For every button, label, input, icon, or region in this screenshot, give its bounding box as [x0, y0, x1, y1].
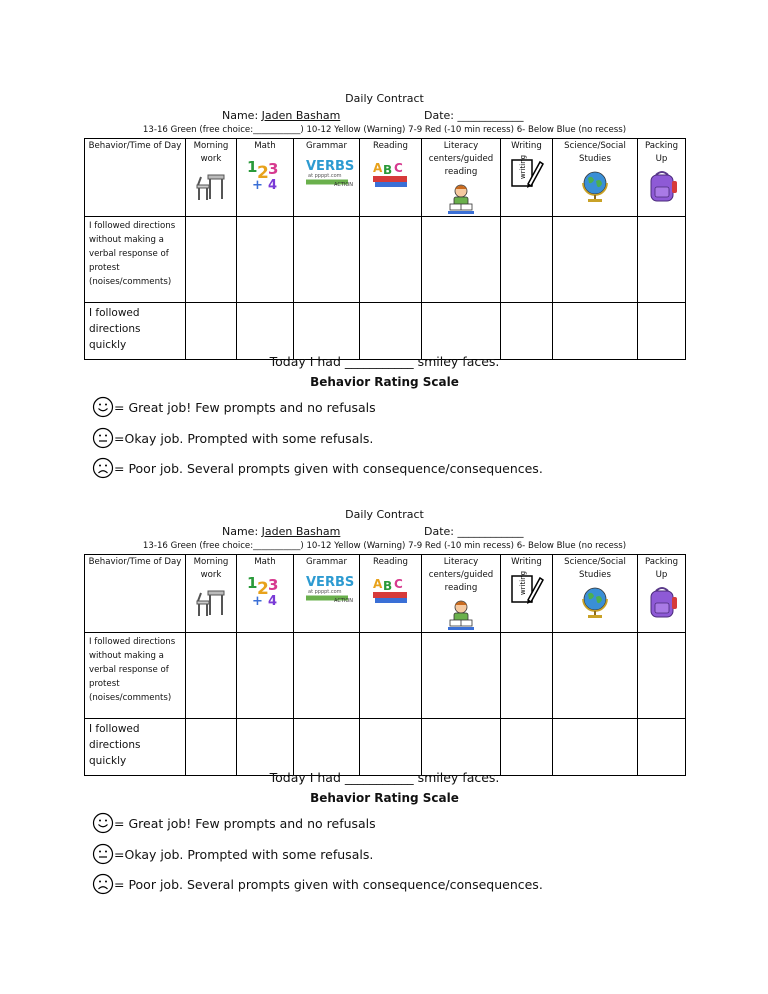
date-line [424, 525, 524, 538]
column-header-label: Morning work [193, 557, 229, 580]
rating-cell[interactable] [294, 719, 360, 776]
verbs-icon [304, 572, 354, 604]
rating-cell[interactable] [360, 633, 422, 719]
column-header [237, 555, 294, 633]
row-label: I followed directions quickly [85, 719, 186, 776]
rating-text: =Okay job. Prompted with some refusals. [114, 430, 374, 446]
student-name[interactable]: Jaden Basham [261, 525, 341, 538]
column-header-label: Behavior/Time of Day [88, 557, 182, 567]
column-header [501, 139, 553, 217]
svg-text:1: 1 [247, 574, 258, 592]
rating-great [92, 396, 376, 418]
svg-text:+: + [252, 594, 263, 609]
rating-cell[interactable] [237, 217, 294, 303]
name-line [222, 109, 340, 122]
school-desk-icon [194, 169, 228, 203]
table-row [85, 719, 686, 776]
rating-text: = Great job! Few prompts and no refusals [114, 399, 376, 415]
svg-text:B: B [382, 163, 392, 177]
column-header-label: Reading [373, 557, 408, 567]
header-row [85, 139, 686, 217]
column-header [294, 555, 360, 633]
behavior-table [84, 138, 686, 360]
rating-cell[interactable] [501, 303, 553, 360]
rating-cell[interactable] [553, 303, 638, 360]
color-scale-line: 13-16 Green (free choice:___________) 10-12 Yellow (Warning) 7-9 Red (-10 min recess) 6- Below Blue (no recess) [142, 541, 627, 551]
rating-cell[interactable] [638, 633, 686, 719]
rating-scale-title: Behavior Rating Scale [310, 791, 459, 805]
svg-text:writing: writing [518, 154, 527, 179]
header-row [85, 555, 686, 633]
column-header-label: Grammar [305, 557, 347, 567]
backpack-icon [646, 169, 678, 203]
svg-text:A: A [372, 577, 382, 591]
rating-cell[interactable] [186, 633, 237, 719]
svg-text:2: 2 [257, 579, 269, 599]
behavior-table [84, 554, 686, 776]
globe-icon [580, 585, 610, 619]
date-field[interactable]: ____________ [457, 525, 524, 538]
name-label: Name: [222, 525, 259, 538]
neutral-face-icon [92, 843, 114, 865]
rating-cell[interactable] [186, 719, 237, 776]
column-header-behavior [85, 139, 186, 217]
column-header-label: Packing Up [644, 557, 679, 580]
svg-text:C: C [393, 161, 403, 175]
rating-cell[interactable] [422, 217, 501, 303]
rating-cell[interactable] [294, 633, 360, 719]
math-numbers-icon [246, 572, 284, 609]
rating-cell[interactable] [638, 217, 686, 303]
rating-okay [92, 427, 373, 449]
column-header-label: Grammar [305, 141, 347, 151]
rating-text: =Okay job. Prompted with some refusals. [114, 846, 374, 862]
rating-cell[interactable] [186, 217, 237, 303]
rating-cell[interactable] [237, 719, 294, 776]
table-row [85, 633, 686, 719]
rating-cell[interactable] [186, 303, 237, 360]
rating-cell[interactable] [294, 303, 360, 360]
svg-text:at ppppt.com: at ppppt.com [307, 173, 342, 179]
rating-cell[interactable] [553, 719, 638, 776]
rating-poor [92, 457, 543, 479]
smiley-count-line: Today I had ___________ smiley faces. [269, 354, 500, 369]
globe-icon [580, 169, 610, 203]
svg-text:1: 1 [247, 158, 258, 176]
rating-great [92, 812, 376, 834]
svg-text:B: B [382, 579, 392, 593]
rating-cell[interactable] [360, 719, 422, 776]
rating-cell[interactable] [553, 217, 638, 303]
row-label: I followed directions without making a verbal response of protest (noises/comments) [85, 633, 186, 719]
svg-text:at ppppt.com: at ppppt.com [307, 589, 342, 595]
svg-text:3: 3 [268, 160, 279, 178]
smiley-count-line: Today I had ___________ smiley faces. [269, 770, 500, 785]
column-header [360, 555, 422, 633]
verbs-icon [304, 156, 354, 188]
sad-face-icon [92, 457, 114, 479]
svg-text:A: A [372, 161, 382, 175]
column-header-label: Writing [511, 141, 542, 151]
rating-text: = Poor job. Several prompts given with consequence/consequences. [114, 876, 543, 892]
svg-text:VERBS: VERBS [305, 575, 354, 590]
date-label: Date: [424, 109, 454, 122]
date-line [424, 109, 524, 122]
svg-text:C: C [393, 577, 403, 591]
rating-cell[interactable] [294, 217, 360, 303]
rating-poor [92, 873, 543, 895]
column-header [553, 139, 638, 217]
column-header-label: Math [254, 141, 276, 151]
rating-text: = Great job! Few prompts and no refusals [114, 815, 376, 831]
contract-title: Daily Contract [345, 508, 424, 521]
row-label: I followed directions quickly [85, 303, 186, 360]
column-header-label: Behavior/Time of Day [88, 141, 182, 151]
column-header-label: Packing Up [644, 141, 679, 164]
color-scale-line: 13-16 Green (free choice:___________) 10-12 Yellow (Warning) 7-9 Red (-10 min recess) 6- Below Blue (no recess) [142, 125, 627, 135]
student-name[interactable]: Jaden Basham [261, 109, 341, 122]
svg-text:4: 4 [268, 594, 278, 609]
svg-text:+: + [252, 178, 263, 193]
column-header [501, 555, 553, 633]
child-reading-icon [444, 598, 478, 632]
column-header [360, 139, 422, 217]
column-header-label: Writing [511, 557, 542, 567]
rating-cell[interactable] [501, 217, 553, 303]
column-header [237, 139, 294, 217]
child-reading-icon [444, 182, 478, 216]
math-numbers-icon [246, 156, 284, 193]
column-header [186, 555, 237, 633]
happy-face-icon [92, 396, 114, 418]
column-header-label: Science/Social Studies [564, 557, 626, 580]
row-label: I followed directions without making a verbal response of protest (noises/comments) [85, 217, 186, 303]
column-header-behavior [85, 555, 186, 633]
contract-title: Daily Contract [345, 92, 424, 105]
rating-text: = Poor job. Several prompts given with consequence/consequences. [114, 460, 543, 476]
rating-cell[interactable] [501, 719, 553, 776]
rating-cell[interactable] [501, 633, 553, 719]
rating-cell[interactable] [422, 303, 501, 360]
name-line [222, 525, 340, 538]
svg-text:writing: writing [518, 570, 527, 595]
column-header [294, 139, 360, 217]
column-header-label: Literacy centers/guided reading [428, 557, 494, 593]
column-header-label: Science/Social Studies [564, 141, 626, 164]
books-abc-icon [371, 156, 411, 190]
rating-cell[interactable] [422, 719, 501, 776]
svg-text:ACTION: ACTION [333, 598, 353, 604]
column-header [553, 555, 638, 633]
table-row [85, 303, 686, 360]
pencil-writing-icon [510, 572, 544, 606]
rating-scale-title: Behavior Rating Scale [310, 375, 459, 389]
column-header [638, 555, 686, 633]
svg-text:2: 2 [257, 163, 269, 183]
column-header-label: Morning work [193, 141, 229, 164]
date-label: Date: [424, 525, 454, 538]
table-row [85, 217, 686, 303]
column-header-label: Literacy centers/guided reading [428, 141, 494, 177]
rating-cell[interactable] [422, 633, 501, 719]
pencil-writing-icon [510, 156, 544, 190]
rating-cell[interactable] [237, 303, 294, 360]
column-header [638, 139, 686, 217]
happy-face-icon [92, 812, 114, 834]
svg-text:4: 4 [268, 178, 278, 193]
column-header-label: Math [254, 557, 276, 567]
name-label: Name: [222, 109, 259, 122]
column-header [422, 555, 501, 633]
svg-text:ACTION: ACTION [333, 182, 353, 188]
rating-cell[interactable] [638, 719, 686, 776]
rating-okay [92, 843, 373, 865]
column-header [186, 139, 237, 217]
backpack-icon [646, 585, 678, 619]
neutral-face-icon [92, 427, 114, 449]
svg-text:VERBS: VERBS [305, 159, 354, 174]
books-abc-icon [371, 572, 411, 606]
date-field[interactable]: ____________ [457, 109, 524, 122]
school-desk-icon [194, 585, 228, 619]
svg-text:3: 3 [268, 576, 279, 594]
column-header-label: Reading [373, 141, 408, 151]
rating-cell[interactable] [553, 633, 638, 719]
rating-cell[interactable] [638, 303, 686, 360]
rating-cell[interactable] [360, 303, 422, 360]
rating-cell[interactable] [237, 633, 294, 719]
column-header [422, 139, 501, 217]
sad-face-icon [92, 873, 114, 895]
rating-cell[interactable] [360, 217, 422, 303]
